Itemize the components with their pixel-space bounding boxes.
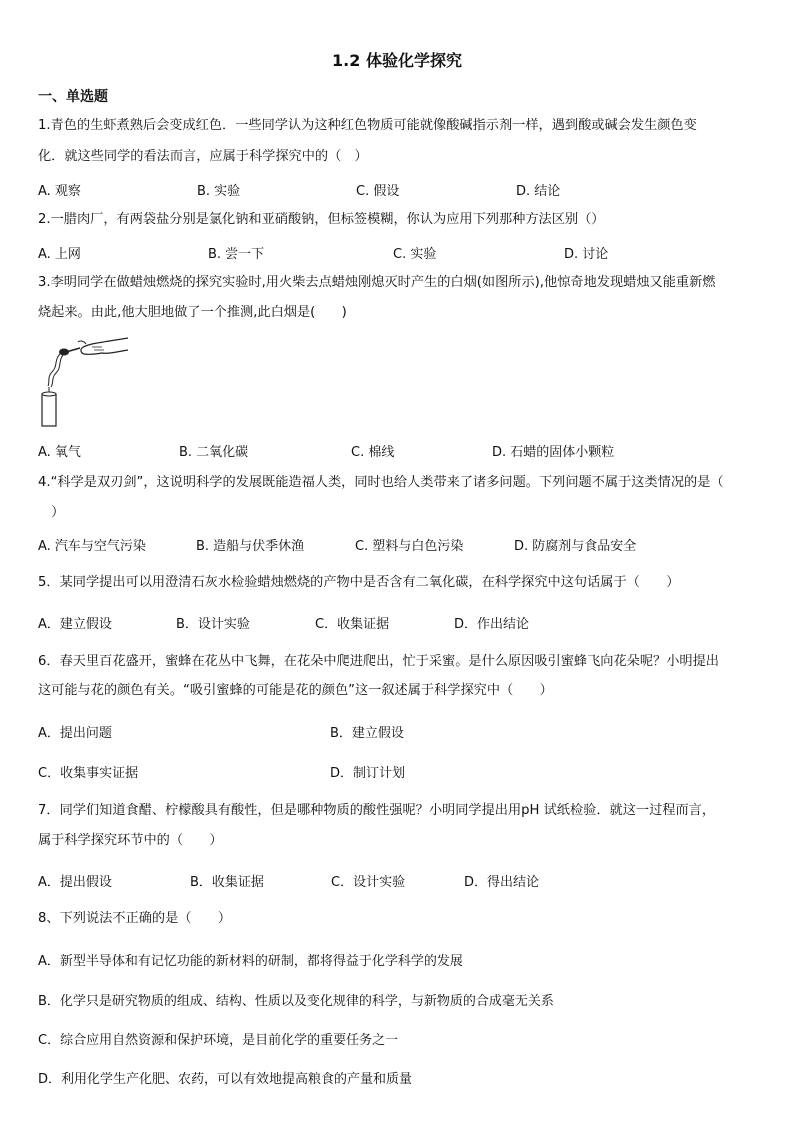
- option-c: C. 假设: [356, 184, 400, 199]
- question-text-line: 烧起来。由此,他大胆地做了一个推测,此白烟是( ): [38, 305, 347, 320]
- option-b: B. 二氧化碳: [179, 445, 249, 460]
- option-d: D．制订计划: [330, 766, 406, 781]
- option-b: B. 造船与伏季休渔: [196, 539, 305, 554]
- question-text-line: 7．同学们知道食醋、柠檬酸具有酸性，但是哪种物质的酸性强呢？小明同学提出用pH 试纸检验．就这一过程而言，: [38, 803, 716, 818]
- option-a: A. 上网: [38, 247, 81, 262]
- section-heading: 一、单选题: [38, 89, 108, 105]
- option-b: B．设计实验: [176, 617, 250, 632]
- option-b: B．收集证据: [190, 875, 264, 890]
- option-b: B. 尝一下: [208, 247, 265, 262]
- option-c: C．设计实验: [331, 875, 406, 890]
- question-text-line: 这可能与花的颜色有关。“吸引蜜蜂的可能是花的颜色”这一叙述属于科学探究中（ ）: [38, 683, 553, 698]
- question-text-line: 属于科学探究环节中的（ ）: [38, 833, 223, 848]
- option-d: D. 防腐剂与食品安全: [514, 539, 637, 554]
- question-text-line: 3.李明同学在做蜡烛燃烧的探究实验时,用火柴去点蜡烛刚熄灭时产生的白烟(如图所示),他惊奇地发现蜡烛又能重新燃: [38, 275, 716, 290]
- option-c: C．收集证据: [315, 617, 390, 632]
- candle-smoke-illustration: [36, 330, 136, 430]
- page-title: 1.2 体验化学探究: [332, 51, 462, 70]
- option-a: A. 汽车与空气污染: [38, 539, 146, 554]
- option-d: D. 结论: [516, 184, 561, 199]
- option-a: A. 氧气: [38, 445, 81, 460]
- question-text-line: 2.一腊肉厂，有两袋盐分别是氯化钠和亚硝酸钠，但标签模糊，你认为应用下列那种方法区别（）: [38, 212, 605, 227]
- option-b: B. 实验: [197, 184, 241, 199]
- option-a: A．建立假设: [38, 617, 112, 632]
- option-d: D. 石蜡的固体小颗粒: [492, 445, 615, 460]
- option-a: A．新型半导体和有记忆功能的新材料的研制，都将得益于化学科学的发展: [38, 954, 463, 969]
- question-text-line: 8、下列说法不正确的是（ ）: [38, 911, 232, 926]
- question-text-line: 1.青色的生虾煮熟后会变成红色．一些同学认为这种红色物质可能就像酸碱指示剂一样，遇到酸或碱会发生颜色变: [38, 118, 697, 133]
- option-a: A．提出问题: [38, 726, 112, 741]
- option-c: C. 塑料与白色污染: [355, 539, 464, 554]
- option-d: D．作出结论: [454, 617, 530, 632]
- option-c: C. 棉线: [351, 445, 395, 460]
- option-d: D．利用化学生产化肥、农药，可以有效地提高粮食的产量和质量: [38, 1072, 413, 1087]
- question-text-line: 化．就这些同学的看法而言，应属于科学探究中的（ ）: [38, 149, 368, 164]
- option-b: B．建立假设: [330, 726, 404, 741]
- option-c: C．综合应用自然资源和保护环境，是目前化学的重要任务之一: [38, 1033, 399, 1048]
- option-a: A．提出假设: [38, 875, 112, 890]
- question-text-line: 5．某同学提出可以用澄清石灰水检验蜡烛燃烧的产物中是否含有二氧化碳，在科学探究中这句话属于（ ）: [38, 575, 680, 590]
- option-d: D．得出结论: [464, 875, 540, 890]
- option-b: B．化学只是研究物质的组成、结构、性质以及变化规律的科学，与新物质的合成毫无关系: [38, 994, 554, 1009]
- question-text-line: 6．春天里百花盛开，蜜蜂在花丛中飞舞，在花朵中爬进爬出，忙于采蜜。是什么原因吸引蜜蜂飞向花朵呢？小明提出: [38, 654, 719, 669]
- option-c: C．收集事实证据: [38, 766, 139, 781]
- option-c: C. 实验: [393, 247, 437, 262]
- question-text-line: 4.“科学是双刃剑”，这说明科学的发展既能造福人类，同时也给人类带来了诸多问题。下列问题不属于这类情况的是（: [38, 475, 724, 490]
- option-d: D. 讨论: [564, 247, 609, 262]
- question-text-line: ）: [38, 505, 65, 520]
- option-a: A. 观察: [38, 184, 81, 199]
